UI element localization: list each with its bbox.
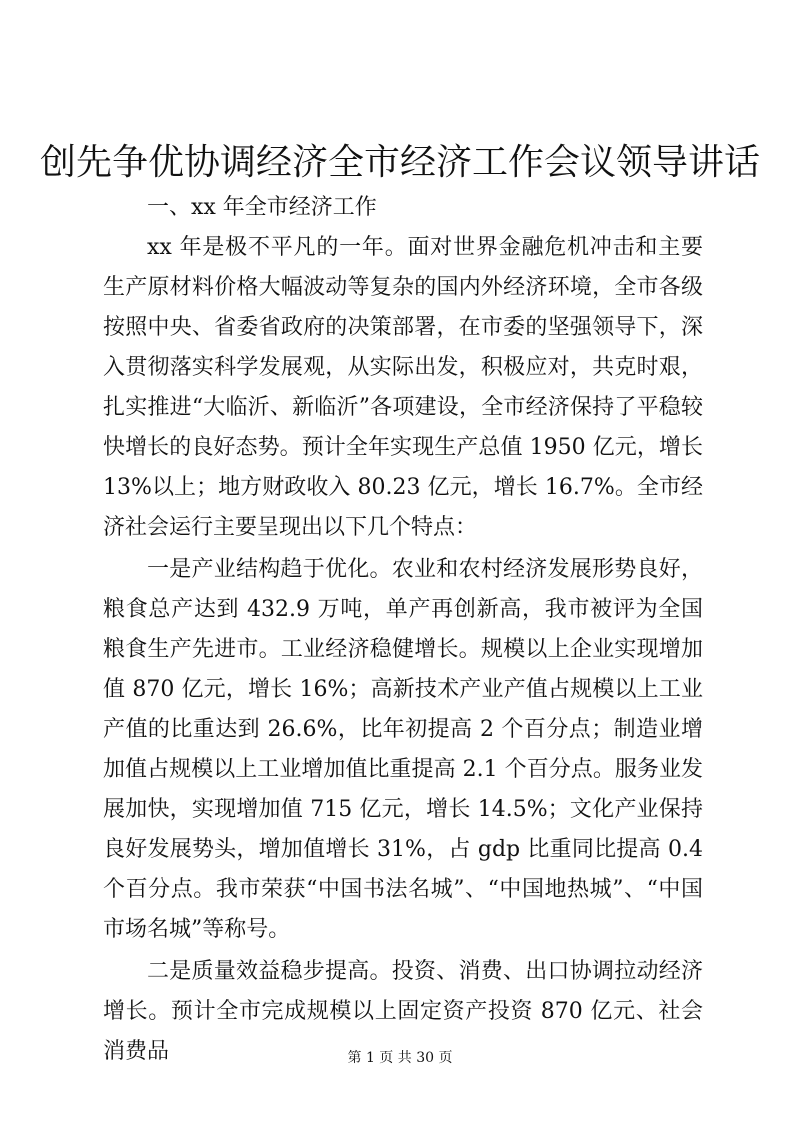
section-heading: 一、xx 年全市经济工作: [147, 195, 377, 220]
paragraph-quality-efficiency: 二是质量效益稳步提高。投资、消费、出口协调拉动经济增长。预计全市完成规模以上固定资产投资 870 亿元、社会消费品: [103, 959, 703, 1064]
document-title: 创先争优协调经济全市经济工作会议领导讲话: [39, 142, 760, 183]
paragraph-overview: xx 年是极不平凡的一年。面对世界金融危机冲击和主要生产原材料价格大幅波动等复杂的国内外经济环境，全市各级按照中央、省委省政府的决策部署，在市委的坚强领导下，深入贯彻落实科学发展观，从实际出发，积极应对，共克时艰，扎实推进“大临沂、新临沂”各项建设，全市经济保持了平稳较快增长的良好态势。预计全年实现生产总值 1950 亿元，增长 13%以上；地方财政收入 80.23 亿元，增长 16.7%。全市经济社会运行主要呈现出以下几个特点：: [103, 235, 703, 540]
document-body: [103, 188, 703, 1072]
page-footer: 第 1 页 共 30 页: [347, 1050, 453, 1066]
paragraph-industrial-structure: 一是产业结构趋于优化。农业和农村经济发展形势良好，粮食总产达到 432.9 万吨，单产再创新高，我市被评为全国粮食生产先进市。工业经济稳健增长。规模以上企业实现增加值 870 亿元，增长 16%；高新技术产业产值占规模以上工业产值的比重达到 26.6%，比年初提高 2 个百分点；制造业增加值占规模以上工业增加值比重提高 2.1 个百分点。服务业发展加快，实现增加值 715 亿元，增长 14.5%；文化产业保持良好发展势头，增加值增长 31%，占 gdp 比重同比提高 0.4 个百分点。我市荣获“中国书法名城”、“中国地热城”、“中国市场名城”等称号。: [103, 557, 703, 942]
